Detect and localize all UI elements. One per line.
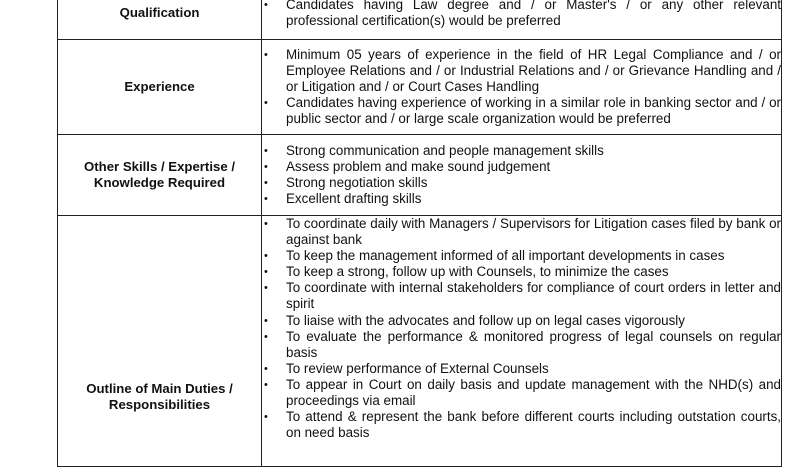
list-item: • To attend & represent the bank before different courts including outstation courts, on need basis bbox=[264, 409, 781, 441]
label-other-skills: Other Skills / Expertise / Knowledge Required bbox=[58, 135, 262, 216]
list-item: • Excellent drafting skills bbox=[264, 191, 422, 207]
bullet-icon: • bbox=[264, 48, 268, 61]
skills-list bbox=[262, 143, 781, 207]
list-item: • Minimum 05 years of experience in the field of HR Legal Compliance and / or Employee Relations and / or Industrial Relations and / or Grievance Handling and / or Litigation and / or Court Cases Handling bbox=[264, 46, 781, 94]
row-other-skills bbox=[58, 135, 782, 216]
list-item: • To coordinate with internal stakeholders for compliance of court orders in letter and spirit bbox=[264, 280, 781, 312]
bullet-icon: • bbox=[264, 266, 268, 279]
list-item: • To appear in Court on daily basis and update management with the NHD(s) and proceedings via email bbox=[264, 376, 781, 409]
bullet-icon: • bbox=[264, 160, 268, 173]
experience-list bbox=[262, 47, 781, 127]
content-experience bbox=[262, 40, 782, 135]
bullet-icon: • bbox=[264, 0, 268, 11]
job-spec-table bbox=[57, 0, 782, 467]
row-qualification bbox=[58, 0, 782, 40]
list-item: • Strong communication and people management skills bbox=[264, 142, 604, 158]
bullet-icon: • bbox=[264, 250, 268, 263]
list-item: • To keep the management informed of all important developments in cases bbox=[264, 248, 725, 264]
row-experience bbox=[58, 40, 782, 135]
bullet-icon: • bbox=[264, 314, 268, 327]
bullet-icon: • bbox=[264, 411, 268, 424]
content-qualification bbox=[262, 0, 782, 40]
content-main-duties bbox=[262, 216, 782, 467]
bullet-icon: • bbox=[264, 378, 268, 391]
content-other-skills bbox=[262, 135, 782, 216]
bullet-icon: • bbox=[264, 193, 268, 206]
duties-list bbox=[262, 216, 781, 441]
bullet-icon: • bbox=[264, 177, 268, 189]
list-item: • Assess problem and make sound judgement bbox=[264, 158, 551, 174]
bullet-icon: • bbox=[264, 144, 268, 157]
bullet-icon: • bbox=[264, 362, 268, 375]
label-experience: Experience bbox=[58, 40, 262, 135]
list-item: • Candidates having Law degree and / or Master's / or any other relevant professional certification(s) would be preferred bbox=[262, 0, 781, 29]
label-main-duties: Outline of Main Duties / Responsibilities bbox=[58, 216, 262, 467]
bullet-icon: • bbox=[264, 97, 268, 110]
list-item: • To review performance of External Counsels bbox=[264, 360, 549, 376]
bullet-icon: • bbox=[264, 218, 268, 230]
bullet-icon: • bbox=[264, 330, 268, 343]
qualification-list bbox=[262, 0, 781, 29]
row-main-duties bbox=[58, 216, 782, 467]
list-item: • Candidates having experience of working in a similar role in banking sector and / or public sector and / or large scale organization would be preferred bbox=[264, 95, 781, 127]
list-item: • To keep a strong, follow up with Counsels, to minimize the cases bbox=[264, 264, 669, 280]
list-item: • To liaise with the advocates and follow up on legal cases vigorously bbox=[264, 312, 685, 328]
list-item: • To coordinate daily with Managers / Supervisors for Litigation cases filed by bank or against bank bbox=[264, 216, 781, 248]
bullet-icon: • bbox=[264, 282, 268, 295]
list-item: • Strong negotiation skills bbox=[264, 175, 428, 190]
list-item: • To evaluate the performance & monitored progress of legal counsels on regular basis bbox=[264, 328, 781, 360]
label-qualification: Qualification bbox=[58, 0, 262, 40]
